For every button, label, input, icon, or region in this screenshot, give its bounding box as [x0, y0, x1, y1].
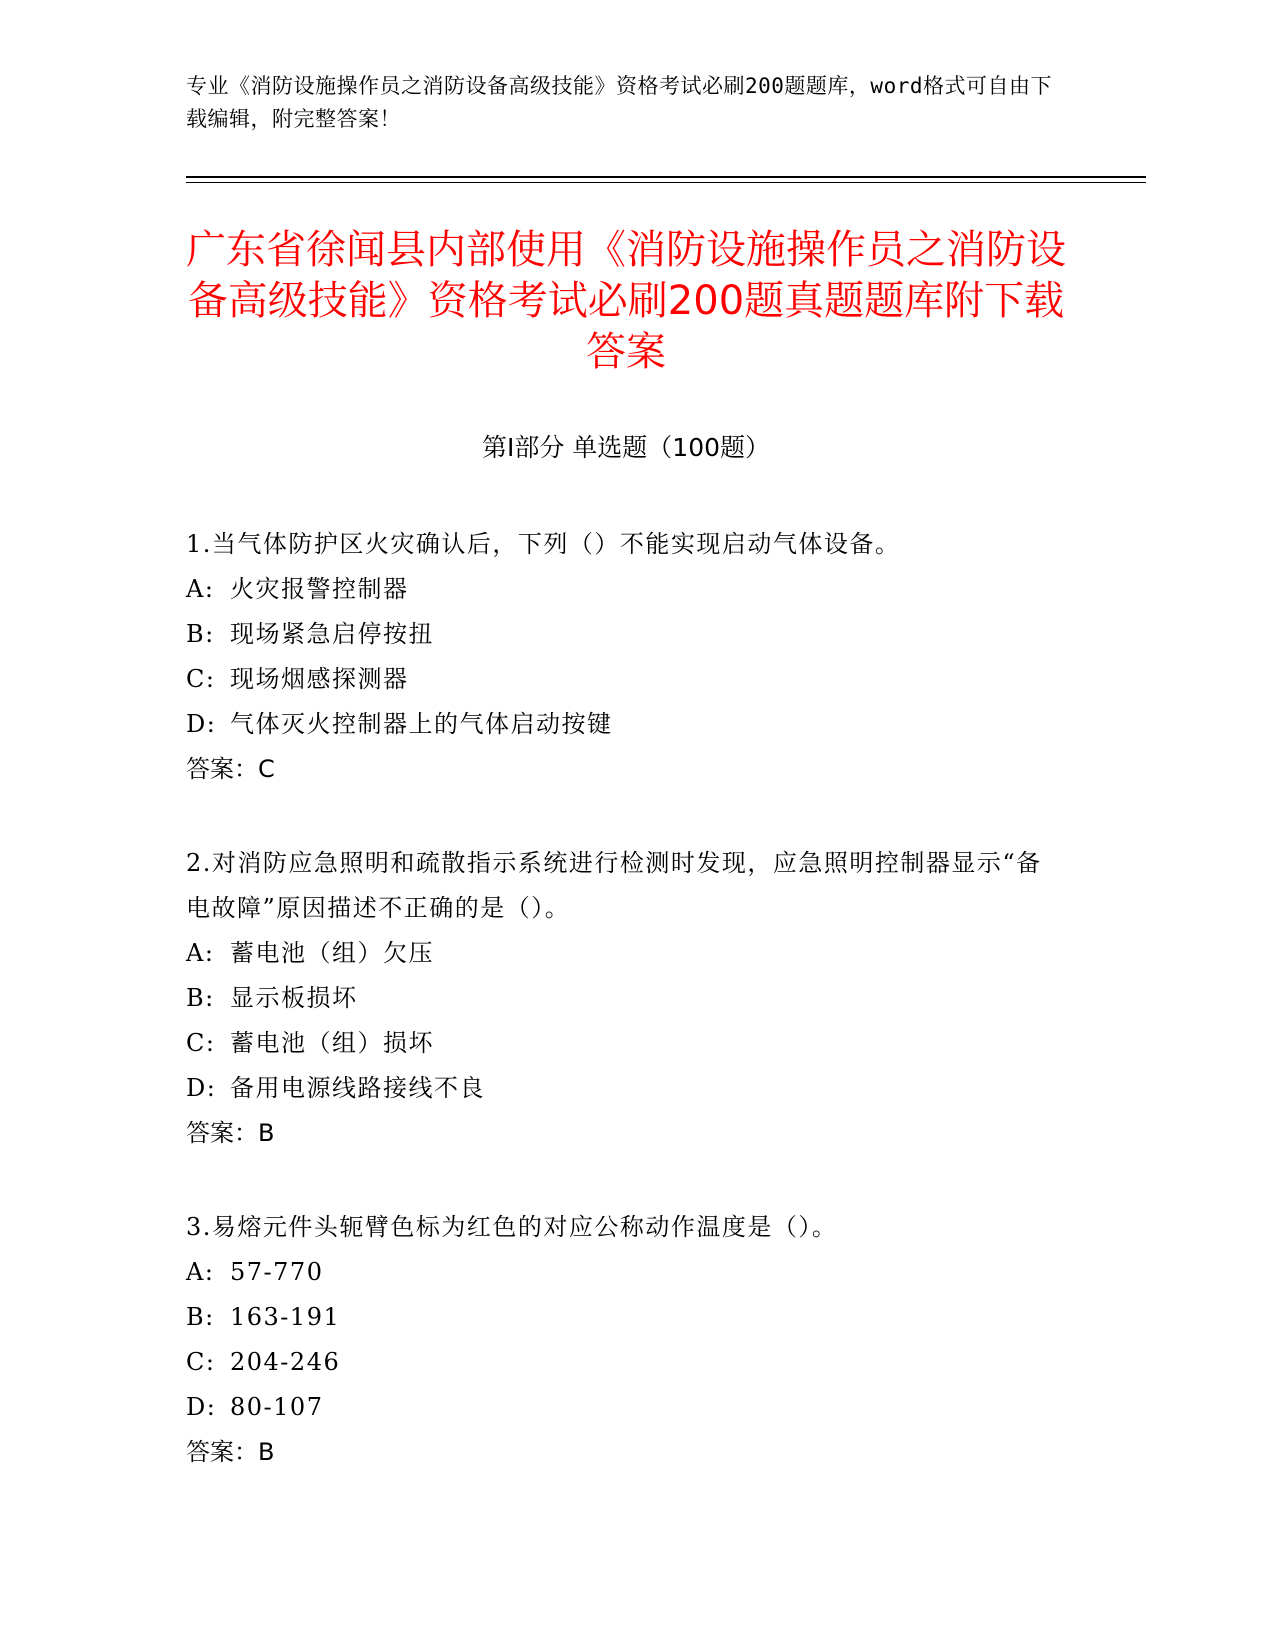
- option-label: B:: [186, 984, 215, 1012]
- option-label: B:: [186, 1303, 215, 1331]
- option-a: [186, 1250, 1066, 1295]
- option-text: 蓄电池（组）欠压: [230, 939, 434, 967]
- option-label: A:: [186, 939, 215, 967]
- option-b: [186, 612, 1066, 657]
- question-text: 2.对消防应急照明和疏散指示系统进行检测时发现，应急照明控制器显示“备电故障”原因描述不正确的是（）。: [186, 849, 1042, 922]
- option-a: [186, 567, 1066, 612]
- option-text: 气体灭火控制器上的气体启动按键: [230, 710, 613, 738]
- question-2: [186, 841, 1066, 1156]
- question-3: [186, 1205, 1066, 1475]
- option-d: [186, 702, 1066, 747]
- option-b: [186, 976, 1066, 1021]
- option-a: [186, 931, 1066, 976]
- answer: 答案：B: [186, 1119, 275, 1147]
- answer: 答案：B: [186, 1438, 275, 1466]
- option-text: 蓄电池（组）损坏: [230, 1029, 434, 1057]
- section-heading: 第I部分 单选题（100题）: [481, 433, 771, 462]
- option-b: [186, 1295, 1066, 1340]
- option-c: [186, 657, 1066, 702]
- option-text: 204-246: [230, 1348, 341, 1376]
- header-rule-thin: [186, 182, 1146, 183]
- option-label: A:: [186, 1258, 215, 1286]
- question-text: 1.当气体防护区火灾确认后，下列（）不能实现启动气体设备。: [186, 530, 901, 558]
- option-text: 163-191: [230, 1303, 341, 1331]
- option-label: D:: [186, 710, 217, 738]
- option-text: 现场紧急启停按扭: [230, 620, 434, 648]
- option-label: C:: [186, 665, 216, 693]
- option-label: A:: [186, 575, 215, 603]
- question-1: [186, 522, 1066, 792]
- header-rule-thick: [186, 176, 1146, 178]
- option-text: 现场烟感探测器: [230, 665, 409, 693]
- option-d: [186, 1385, 1066, 1430]
- question-list: [186, 522, 1066, 1524]
- option-text: 火灾报警控制器: [230, 575, 409, 603]
- option-label: C:: [186, 1348, 216, 1376]
- option-label: B:: [186, 620, 215, 648]
- answer: 答案：C: [186, 755, 275, 783]
- question-text: 3.易熔元件头轭臂色标为红色的对应公称动作温度是（）。: [186, 1213, 838, 1241]
- option-label: C:: [186, 1029, 216, 1057]
- option-text: 显示板损坏: [230, 984, 358, 1012]
- option-text: 57-770: [230, 1258, 324, 1286]
- option-label: D:: [186, 1393, 217, 1421]
- option-c: [186, 1340, 1066, 1385]
- option-text: 80-107: [230, 1393, 324, 1421]
- option-d: [186, 1066, 1066, 1111]
- option-c: [186, 1021, 1066, 1066]
- option-text: 备用电源线路接线不良: [230, 1074, 485, 1102]
- option-label: D:: [186, 1074, 217, 1102]
- header-note: 专业《消防设施操作员之消防设备高级技能》资格考试必刷200题题库，word格式可自由下载编辑，附完整答案！: [186, 74, 1052, 131]
- document-title: 广东省徐闻县内部使用《消防设施操作员之消防设备高级技能》资格考试必刷200题真题题库附下载答案: [186, 227, 1066, 375]
